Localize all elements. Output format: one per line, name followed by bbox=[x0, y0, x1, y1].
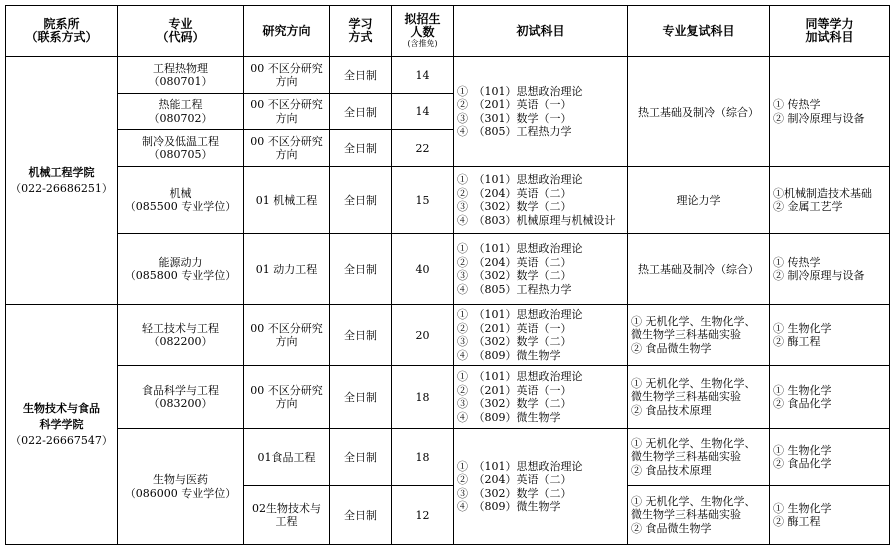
prelim-cell: ① （101）思想政治理论 ② （201）英语（一） ③ （302）数学（二） ④ （809）微生物学 bbox=[454, 366, 628, 429]
table-row bbox=[6, 366, 890, 429]
prelim-cell: ① （101）思想政治理论 ② （204）英语（二） ③ （302）数学（二） ④ （803）机械原理与机械设计 bbox=[454, 167, 628, 234]
major-cell: 工程热物理 （080701） bbox=[118, 57, 244, 94]
quota-cell: 40 bbox=[392, 234, 454, 305]
header-direction: 研究方向 bbox=[244, 6, 330, 57]
quota-cell: 14 bbox=[392, 94, 454, 130]
mode-cell: 全日制 bbox=[330, 234, 392, 305]
mode-cell: 全日制 bbox=[330, 130, 392, 167]
direction-cell: 01 动力工程 bbox=[244, 234, 330, 305]
extra-cell: ① 生物化学 ② 食品化学 bbox=[770, 366, 890, 429]
mode-cell: 全日制 bbox=[330, 366, 392, 429]
retest-cell: 热工基础及制冷（综合） bbox=[628, 57, 770, 167]
header-retest: 专业复试科目 bbox=[628, 6, 770, 57]
mode-cell: 全日制 bbox=[330, 305, 392, 366]
table-row bbox=[6, 305, 890, 366]
prelim-cell: ① （101）思想政治理论 ② （204）英语（二） ③ （302）数学（二） ④ （809）微生物学 bbox=[454, 429, 628, 545]
header-quota: 拟招生 人数 (含推免) bbox=[392, 6, 454, 57]
quota-cell: 15 bbox=[392, 167, 454, 234]
major-cell: 热能工程 （080702） bbox=[118, 94, 244, 130]
mode-cell: 全日制 bbox=[330, 94, 392, 130]
mode-cell: 全日制 bbox=[330, 486, 392, 545]
prelim-cell: ① （101）思想政治理论 ② （204）英语（二） ③ （302）数学（二） ④ （805）工程热力学 bbox=[454, 234, 628, 305]
header-dept: 院系所 （联系方式） bbox=[6, 6, 118, 57]
major-cell: 食品科学与工程 （083200） bbox=[118, 366, 244, 429]
extra-cell: ①机械制造技术基础 ② 金属工艺学 bbox=[770, 167, 890, 234]
institute-cell: 生物技术与食品 科学学院 （022-26667547） bbox=[6, 305, 118, 545]
extra-cell: ① 传热学 ② 制冷原理与设备 bbox=[770, 234, 890, 305]
header-row bbox=[6, 6, 890, 57]
table-row bbox=[6, 429, 890, 486]
major-cell: 机械 （085500 专业学位） bbox=[118, 167, 244, 234]
direction-cell: 01 机械工程 bbox=[244, 167, 330, 234]
retest-cell: ① 无机化学、生物化学、 微生物学三科基础实验 ② 食品微生物学 bbox=[628, 486, 770, 545]
extra-cell: ① 生物化学 ② 酶工程 bbox=[770, 486, 890, 545]
header-mode: 学习 方式 bbox=[330, 6, 392, 57]
major-cell: 轻工技术与工程 （082200） bbox=[118, 305, 244, 366]
table-row bbox=[6, 167, 890, 234]
direction-cell: 01食品工程 bbox=[244, 429, 330, 486]
admissions-table bbox=[5, 5, 890, 545]
retest-cell: 理论力学 bbox=[628, 167, 770, 234]
major-cell: 制冷及低温工程 （080705） bbox=[118, 130, 244, 167]
direction-cell: 00 不区分研究 方向 bbox=[244, 57, 330, 94]
quota-cell: 18 bbox=[392, 429, 454, 486]
retest-cell: ① 无机化学、生物化学、 微生物学三科基础实验 ② 食品微生物学 bbox=[628, 305, 770, 366]
direction-cell: 02生物技术与 工程 bbox=[244, 486, 330, 545]
prelim-cell: ① （101）思想政治理论 ② （201）英语（一） ③ （301）数学（一） ④ （805）工程热力学 bbox=[454, 57, 628, 167]
quota-cell: 18 bbox=[392, 366, 454, 429]
table-row bbox=[6, 57, 890, 94]
retest-cell: ① 无机化学、生物化学、 微生物学三科基础实验 ② 食品技术原理 bbox=[628, 429, 770, 486]
major-cell: 生物与医药 （086000 专业学位） bbox=[118, 429, 244, 545]
direction-cell: 00 不区分研究 方向 bbox=[244, 305, 330, 366]
direction-cell: 00 不区分研究 方向 bbox=[244, 130, 330, 167]
extra-cell: ① 传热学 ② 制冷原理与设备 bbox=[770, 57, 890, 167]
prelim-cell: ① （101）思想政治理论 ② （201）英语（一） ③ （302）数学（二） ④ （809）微生物学 bbox=[454, 305, 628, 366]
retest-cell: ① 无机化学、生物化学、 微生物学三科基础实验 ② 食品技术原理 bbox=[628, 366, 770, 429]
table-row bbox=[6, 234, 890, 305]
major-cell: 能源动力 （085800 专业学位） bbox=[118, 234, 244, 305]
direction-cell: 00 不区分研究 方向 bbox=[244, 366, 330, 429]
retest-cell: 热工基础及制冷（综合） bbox=[628, 234, 770, 305]
header-prelim: 初试科目 bbox=[454, 6, 628, 57]
mode-cell: 全日制 bbox=[330, 57, 392, 94]
quota-cell: 14 bbox=[392, 57, 454, 94]
mode-cell: 全日制 bbox=[330, 429, 392, 486]
extra-cell: ① 生物化学 ② 食品化学 bbox=[770, 429, 890, 486]
extra-cell: ① 生物化学 ② 酶工程 bbox=[770, 305, 890, 366]
institute-cell: 机械工程学院 （022-26686251） bbox=[6, 57, 118, 305]
quota-cell: 12 bbox=[392, 486, 454, 545]
direction-cell: 00 不区分研究 方向 bbox=[244, 94, 330, 130]
quota-cell: 22 bbox=[392, 130, 454, 167]
header-extra: 同等学力 加试科目 bbox=[770, 6, 890, 57]
quota-cell: 20 bbox=[392, 305, 454, 366]
header-major: 专业 （代码） bbox=[118, 6, 244, 57]
mode-cell: 全日制 bbox=[330, 167, 392, 234]
